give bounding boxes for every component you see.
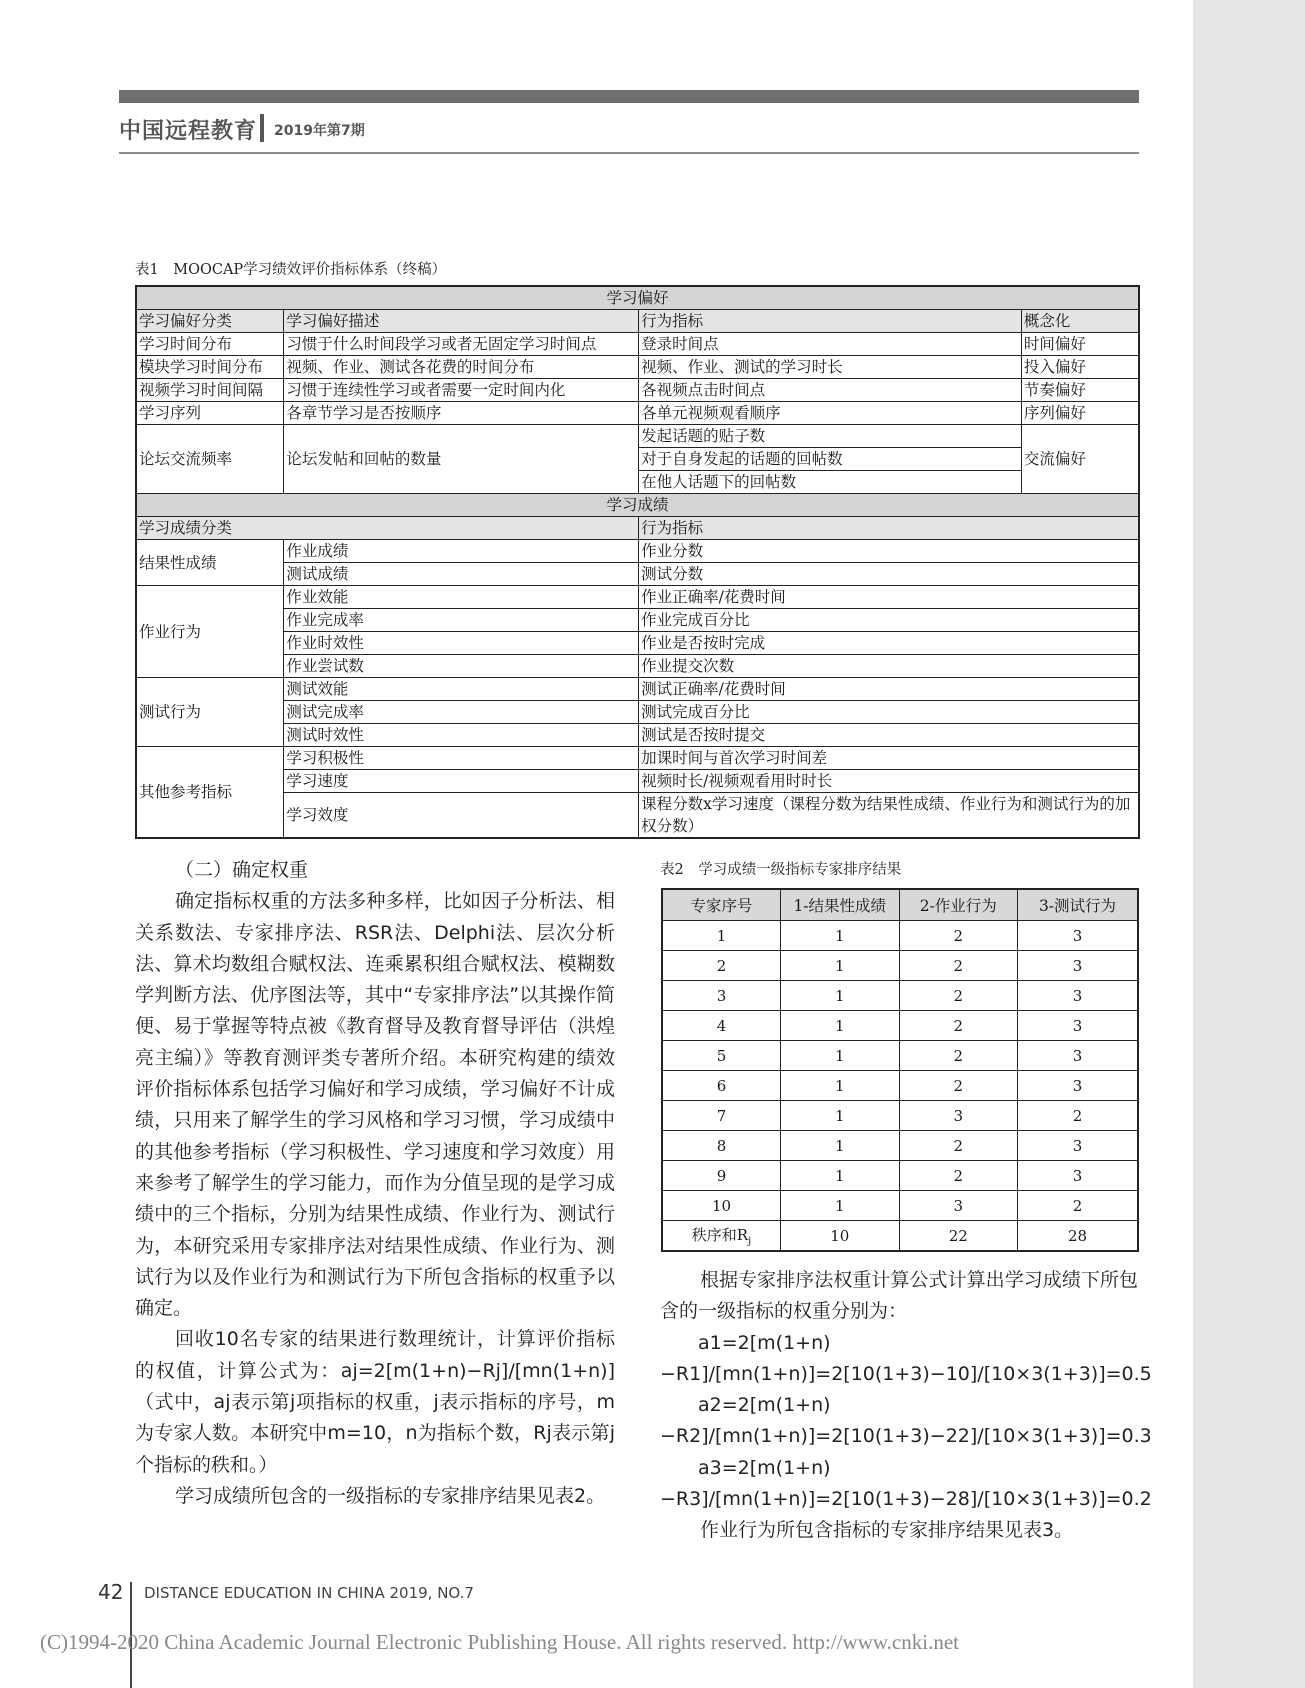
table-cell: 10 <box>662 1191 781 1221</box>
table-row <box>136 632 1139 655</box>
table-cell: 8 <box>662 1131 781 1161</box>
table-cell: 各章节学习是否按顺序 <box>284 402 639 425</box>
table-cell: 习惯于连续性学习或者需要一定时间内化 <box>284 379 639 402</box>
footer-journal: DISTANCE EDUCATION IN CHINA 2019, NO.7 <box>144 1584 474 1602</box>
table-cell: 投入偏好 <box>1021 356 1139 379</box>
table-cell: 3 <box>1018 921 1139 951</box>
table-cell: 测试完成率 <box>284 701 639 724</box>
paragraph: 作业行为所包含指标的专家排序结果见表3。 <box>700 1519 1074 1542</box>
section-header: 学习偏好 <box>136 286 1139 310</box>
table-cell: 作业行为 <box>136 586 284 678</box>
table-cell: 28 <box>1018 1221 1139 1252</box>
table-cell: 作业完成率 <box>284 609 639 632</box>
table-row <box>136 425 1139 448</box>
table-cell: 作业提交次数 <box>639 655 1139 678</box>
table-cell: 其他参考指标 <box>136 747 284 839</box>
paragraph: 学习成绩所包含的一级指标的专家排序结果见表2。 <box>175 1484 606 1507</box>
column-header: 专家序号 <box>662 889 781 921</box>
table-row <box>662 1071 1138 1101</box>
table-cell: 视频时长/视频观看用时时长 <box>639 770 1139 793</box>
formula: a3=2[m(1+n)−R3]/[mn(1+n)]=2[10(1+3)−28]/[10×3(1+3)]=0.2 <box>660 1456 1152 1511</box>
table1-caption: 表1 MOOCAP学习绩效评价指标体系（终稿） <box>135 262 447 278</box>
table-row <box>136 609 1139 632</box>
right-column <box>660 1265 1152 1547</box>
table-cell: 学习积极性 <box>284 747 639 770</box>
table-cell: 在他人话题下的回帖数 <box>639 471 1022 494</box>
table-cell: 论坛发帖和回帖的数量 <box>284 425 639 494</box>
table-cell: 2 <box>662 951 781 981</box>
table-row <box>662 1011 1138 1041</box>
table-cell: 2 <box>899 1011 1018 1041</box>
formula: a2=2[m(1+n)−R2]/[mn(1+n)]=2[10(1+3)−22]/[10×3(1+3)]=0.3 <box>660 1394 1152 1448</box>
table-cell: 时间偏好 <box>1021 333 1139 356</box>
table-row <box>136 540 1139 563</box>
table-row <box>136 770 1139 793</box>
table-cell: 视频、作业、测试的学习时长 <box>639 356 1022 379</box>
table-cell: 作业正确率/花费时间 <box>639 586 1139 609</box>
table-cell: 测试成绩 <box>284 563 639 586</box>
table-row <box>662 1191 1138 1221</box>
table-cell: 结果性成绩 <box>136 540 284 586</box>
column-header: 3-测试行为 <box>1018 889 1139 921</box>
table-cell: 1 <box>781 1131 900 1161</box>
table-cell: 学习速度 <box>284 770 639 793</box>
table-cell: 论坛交流频率 <box>136 425 284 494</box>
table-cell: 3 <box>1018 1041 1139 1071</box>
table-row <box>662 1131 1138 1161</box>
table-cell: 模块学习时间分布 <box>136 356 284 379</box>
header-bar <box>119 90 1139 103</box>
table-cell: 1 <box>781 1011 900 1041</box>
table-row <box>662 1221 1138 1252</box>
table-cell: 作业时效性 <box>284 632 639 655</box>
table-cell: 3 <box>899 1101 1018 1131</box>
column-header: 概念化 <box>1021 310 1139 333</box>
column-header: 1-结果性成绩 <box>781 889 900 921</box>
column-header: 行为指标 <box>639 310 1022 333</box>
left-column <box>135 855 615 1512</box>
table-cell: 4 <box>662 1011 781 1041</box>
table-cell: 各视频点击时间点 <box>639 379 1022 402</box>
table-row <box>662 951 1138 981</box>
table-cell: 测试完成百分比 <box>639 701 1139 724</box>
page-margin <box>1193 0 1305 1688</box>
paragraph: 回收10名专家的结果进行数理统计，计算评价指标的权值，计算公式为：aj=2[m(1+n)−Rj]/[mn(1+n)]（式中，aj表示第j项指标的权重，j表示指标的序号，m为专家人数。本研究中m=10，n为指标个数，Rj表示第j个指标的秩和。） <box>135 1328 615 1476</box>
table-cell: 2 <box>899 1071 1018 1101</box>
table-row <box>136 724 1139 747</box>
table-cell: 习惯于什么时间段学习或者无固定学习时间点 <box>284 333 639 356</box>
issue-label: 2019年第7期 <box>274 123 365 139</box>
table-cell: 2 <box>1018 1191 1139 1221</box>
table-cell: 1 <box>781 1161 900 1191</box>
table-cell: 测试效能 <box>284 678 639 701</box>
table-cell: 作业尝试数 <box>284 655 639 678</box>
table-cell: 1 <box>662 921 781 951</box>
table-row <box>136 563 1139 586</box>
column-header: 行为指标 <box>639 517 1139 540</box>
table-row <box>136 678 1139 701</box>
table-cell: 2 <box>899 951 1018 981</box>
table-cell: 3 <box>1018 951 1139 981</box>
table-cell: 测试是否按时提交 <box>639 724 1139 747</box>
table-cell: 1 <box>781 981 900 1011</box>
paragraph: 确定指标权重的方法多种多样，比如因子分析法、相关系数法、专家排序法、RSR法、Delphi法、层次分析法、算术均数组合赋权法、连乘累积组合赋权法、模糊数学判断方法、优序图法等，其中“专家排序法”以其操作简便、易于掌握等特点被《教育督导及教育督导评估（洪煌亮主编）》等教育测评类专著所介绍。本研究构建的绩效评价指标体系包括学习偏好和学习成绩，学习偏好不计成绩，只用来了解学生的学习风格和学习习惯，学习成绩中的其他参考指标（学习积极性、学习速度和学习效度）用来参考了解学生的学习能力，而作为分值呈现的是学习成绩中的三个指标，分别为结果性成绩、作业行为、测试行为，本研究采用专家排序法对结果性成绩、作业行为、测试行为以及作业行为和测试行为下所包含指标的权重予以确定。 <box>135 890 615 1320</box>
table-cell: 2 <box>899 981 1018 1011</box>
table-cell: 视频、作业、测试各花费的时间分布 <box>284 356 639 379</box>
table-row <box>662 981 1138 1011</box>
journal-title: 中国远程教育 <box>119 119 258 144</box>
table-cell: 3 <box>899 1191 1018 1221</box>
table-cell: 2 <box>899 1131 1018 1161</box>
table-cell: 2 <box>899 1161 1018 1191</box>
table-cell: 3 <box>1018 1131 1139 1161</box>
table-row <box>136 655 1139 678</box>
table-cell: 对于自身发起的话题的回帖数 <box>639 448 1022 471</box>
sum-label-subscript: j <box>748 1236 752 1247</box>
table-row <box>136 356 1139 379</box>
table-cell: 3 <box>1018 1161 1139 1191</box>
column-header: 学习偏好分类 <box>136 310 284 333</box>
table-cell: 2 <box>899 921 1018 951</box>
table-cell: 作业完成百分比 <box>639 609 1139 632</box>
table2 <box>661 888 1139 1252</box>
table-row <box>662 1041 1138 1071</box>
table2-caption: 表2 学习成绩一级指标专家排序结果 <box>660 862 902 878</box>
sum-label: 秩序和R <box>691 1226 749 1244</box>
table-cell: 7 <box>662 1101 781 1131</box>
page-header <box>119 112 1139 154</box>
table-cell: 学习效度 <box>284 793 639 839</box>
table-cell: 视频学习时间间隔 <box>136 379 284 402</box>
table-cell: 2 <box>1018 1101 1139 1131</box>
table-cell: 1 <box>781 1101 900 1131</box>
table-cell: 1 <box>781 921 900 951</box>
table-row <box>136 586 1139 609</box>
section-heading: （二）确定权重 <box>175 859 309 881</box>
table-cell: 作业效能 <box>284 586 639 609</box>
table-row <box>136 379 1139 402</box>
table-cell: 1 <box>781 951 900 981</box>
table-cell: 测试时效性 <box>284 724 639 747</box>
table-cell: 5 <box>662 1041 781 1071</box>
table-cell: 各单元视频观看顺序 <box>639 402 1022 425</box>
table-cell: 1 <box>781 1191 900 1221</box>
table-cell: 测试行为 <box>136 678 284 747</box>
table-cell: 测试分数 <box>639 563 1139 586</box>
table-cell: 22 <box>899 1221 1018 1252</box>
header-separator <box>260 114 264 142</box>
table-row <box>136 333 1139 356</box>
table-cell: 3 <box>1018 1071 1139 1101</box>
table-row <box>136 793 1139 839</box>
table-cell: 作业是否按时完成 <box>639 632 1139 655</box>
table1 <box>135 285 1140 839</box>
column-header: 学习偏好描述 <box>284 310 639 333</box>
table-row <box>662 1161 1138 1191</box>
table-cell: 登录时间点 <box>639 333 1022 356</box>
table-cell: 学习时间分布 <box>136 333 284 356</box>
table-cell: 6 <box>662 1071 781 1101</box>
table-cell: 作业分数 <box>639 540 1139 563</box>
table-cell: 9 <box>662 1161 781 1191</box>
table-cell: 1 <box>781 1041 900 1071</box>
page-number: 42 <box>98 1580 124 1604</box>
paragraph: 根据专家排序法权重计算公式计算出学习成绩下所包含的一级指标的权重分别为： <box>660 1269 1138 1323</box>
column-header: 学习成绩分类 <box>136 517 639 540</box>
table-cell: 发起话题的贴子数 <box>639 425 1022 448</box>
table-cell <box>662 1221 781 1252</box>
table-cell: 3 <box>1018 1011 1139 1041</box>
formula: a1=2[m(1+n)−R1]/[mn(1+n)]=2[10(1+3)−10]/[10×3(1+3)]=0.5 <box>660 1331 1152 1385</box>
table-cell: 10 <box>781 1221 900 1252</box>
copyright-notice: (C)1994-2020 China Academic Journal Electronic Publishing House. All rights reserved. http://www.cnki.net <box>40 1630 959 1654</box>
table-row <box>662 1101 1138 1131</box>
table-cell: 作业成绩 <box>284 540 639 563</box>
table-cell: 节奏偏好 <box>1021 379 1139 402</box>
table-cell: 3 <box>1018 981 1139 1011</box>
table-cell: 3 <box>662 981 781 1011</box>
table-row <box>136 701 1139 724</box>
table-row <box>136 747 1139 770</box>
table-row <box>136 402 1139 425</box>
table-cell: 1 <box>781 1071 900 1101</box>
table-cell: 加课时间与首次学习时间差 <box>639 747 1139 770</box>
table-cell: 序列偏好 <box>1021 402 1139 425</box>
section-header: 学习成绩 <box>136 494 1139 517</box>
table-cell: 2 <box>899 1041 1018 1071</box>
table-cell: 测试正确率/花费时间 <box>639 678 1139 701</box>
table-cell: 交流偏好 <box>1021 425 1139 494</box>
column-header: 2-作业行为 <box>899 889 1018 921</box>
table-cell: 学习序列 <box>136 402 284 425</box>
table-cell: 课程分数x学习速度（课程分数为结果性成绩、作业行为和测试行为的加权分数） <box>639 793 1139 839</box>
table-row <box>662 921 1138 951</box>
